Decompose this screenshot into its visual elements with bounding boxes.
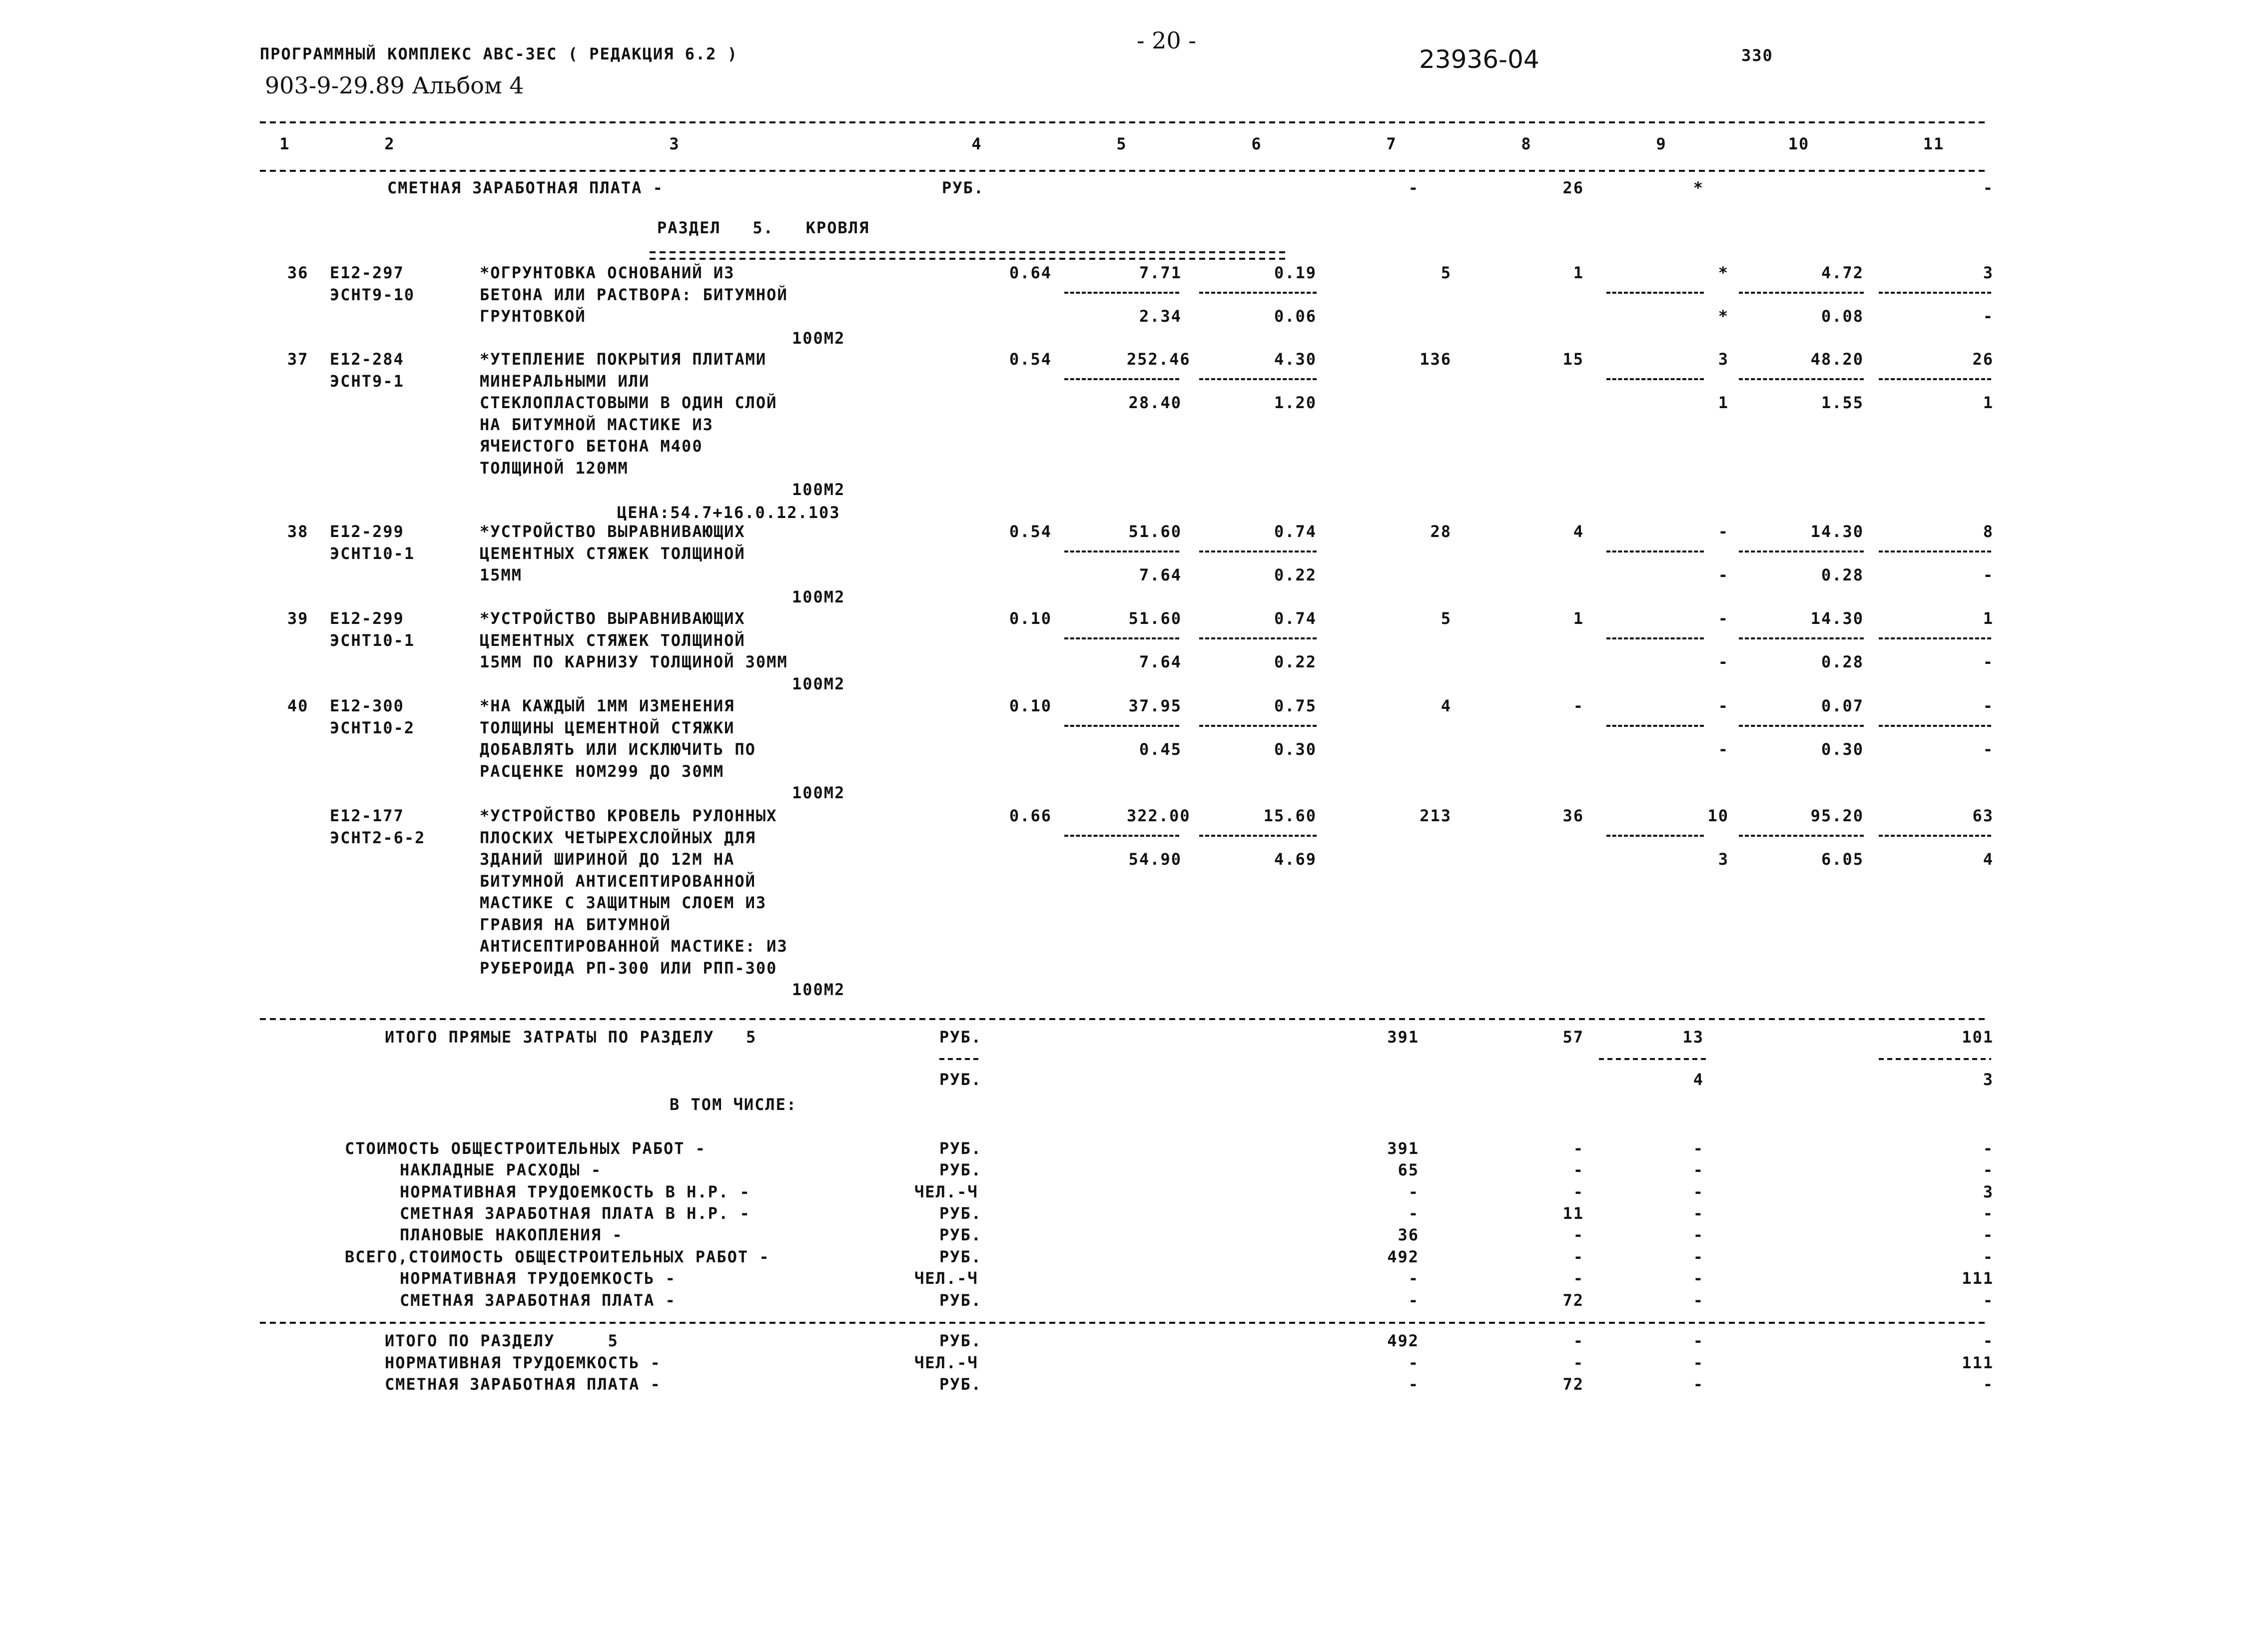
cell-labor: 0.07 [1821,696,1864,715]
summary-unit: ЧЕЛ.-Ч [914,1269,978,1288]
cell-labor-total-2: 4 [1983,850,1994,869]
cell-unit-wage: 0.74 [1274,609,1317,628]
cell-total-cost: 136 [1420,350,1452,369]
row-description-line: БИТУМНОЙ АНТИСЕПТИРОВАННОЙ [480,871,756,891]
summary-c9: - [1693,1160,1704,1179]
row-code: Е12-300 [330,696,404,715]
cell-labor-2: 0.28 [1821,565,1864,584]
row-description-line: ГРАВИЯ НА БИТУМНОЙ [480,915,671,934]
including-label: В ТОМ ЧИСЛЕ: [670,1095,797,1114]
cell-unit-wage: 0.19 [1274,263,1317,282]
page-number: - 20 - [1137,27,1196,54]
row-code-2: ЭСНТ2-6-2 [330,828,426,847]
cell-labor-2: 0.08 [1821,307,1864,326]
row-code-2: ЭСНТ10-2 [330,718,415,737]
cell-unit-cost: 252.46 [1127,350,1191,369]
section-total-c8: - [1573,1353,1584,1372]
summary-label: НАКЛАДНЫЕ РАСХОДЫ - [400,1160,602,1179]
col-header-8: 8 [1521,134,1532,153]
section-total-c8: - [1573,1331,1584,1350]
col-header-7: 7 [1386,134,1397,153]
section-total-unit: ЧЕЛ.-Ч [914,1353,978,1372]
section-total-c11: - [1983,1375,1994,1394]
document-number: 23936-04 [1419,45,1539,74]
section-total-unit: РУБ. [939,1375,982,1394]
cell-labor-2: 0.30 [1821,740,1864,759]
row-description-line: *УСТРОЙСТВО ВЫРАВНИВАЮЩИХ [480,609,746,628]
row-description-line: *УТЕПЛЕНИЕ ПОКРЫТИЯ ПЛИТАМИ [480,350,767,369]
row-description-line: ЦЕМЕНТНЫХ СТЯЖЕК ТОЛЩИНОЙ [480,630,746,650]
total-direct-label: ИТОГО ПРЯМЫЕ ЗАТРАТЫ ПО РАЗДЕЛУ 5 [385,1028,757,1047]
cell-unit-machine-wage: 4.69 [1274,850,1317,869]
cell-machine-2: - [1718,652,1729,671]
summary-c9: - [1693,1291,1704,1310]
summary-c7: 36 [1398,1225,1419,1244]
prev-salary-unit: РУБ. [942,178,985,197]
total-direct-c11: 101 [1962,1028,1994,1047]
cell-unit-cost: 51.60 [1128,522,1182,541]
summary-c11: - [1983,1247,1994,1266]
row-description-line: БЕТОНА ИЛИ РАСТВОРА: БИТУМНОЙ [480,285,788,304]
cell-labor: 48.20 [1810,350,1864,369]
summary-unit: РУБ. [939,1225,982,1244]
cell-labor-total: - [1983,696,1994,715]
row-description-line: ТОЛЩИНЫ ЦЕМЕНТНОЙ СТЯЖКИ [480,718,735,737]
cell-labor-2: 0.28 [1821,652,1864,671]
col-header-1: 1 [279,134,290,153]
row-number: 38 [287,522,309,541]
row-description-line: ЯЧЕИСТОГО БЕТОНА М400 [480,437,703,456]
summary-c7: - [1408,1269,1419,1288]
cell-unit-wage: 4.30 [1274,350,1317,369]
row-description-line: ЦЕМЕНТНЫХ СТЯЖЕК ТОЛЩИНОЙ [480,544,746,563]
total-direct-c7: 391 [1387,1028,1419,1047]
price-note: ЦЕНА:54.7+16.0.12.103 [617,503,840,522]
row-description-line: РАСЦЕНКЕ НОМ299 ДО 30ММ [480,761,725,781]
cell-total-wage: - [1573,696,1584,715]
cell-unit-machine-wage: 0.06 [1274,307,1317,326]
cell-labor-total: 3 [1983,263,1994,282]
summary-c9: - [1693,1139,1704,1158]
summary-c7: 492 [1387,1247,1419,1266]
cell-total-cost: 28 [1430,522,1452,541]
summary-c8: - [1573,1139,1584,1158]
row-unit: 100М2 [792,674,845,693]
cell-machine: 3 [1718,350,1729,369]
cell-unit-machine-wage: 0.30 [1274,740,1317,759]
row-description-line: АНТИСЕПТИРОВАННОЙ МАСТИКЕ: ИЗ [480,937,788,956]
row-description-line: НА БИТУМНОЙ МАСТИКЕ ИЗ [480,415,714,434]
summary-c8: - [1573,1160,1584,1179]
cell-machine-2: - [1718,565,1729,584]
cell-machine: - [1718,522,1729,541]
cell-unit-machine: 2.34 [1139,307,1182,326]
cell-total-cost: 213 [1420,806,1452,825]
cell-machine: - [1718,609,1729,628]
summary-c9: - [1693,1182,1704,1201]
summary-c7: - [1408,1291,1419,1310]
cell-machine: - [1718,696,1729,715]
row-number: 37 [287,350,309,369]
cell-labor-total-2: - [1983,565,1994,584]
summary-label: ПЛАНОВЫЕ НАКОПЛЕНИЯ - [400,1225,623,1244]
summary-label: НОРМАТИВНАЯ ТРУДОЕМКОСТЬ В Н.Р. - [400,1182,750,1201]
summary-unit: РУБ. [939,1247,982,1266]
total-direct-unit2: РУБ. [939,1070,982,1089]
cell-labor-total: 63 [1972,806,1994,825]
cell-labor-total-2: - [1983,652,1994,671]
section-total-label: СМЕТНАЯ ЗАРАБОТНАЯ ПЛАТА - [385,1375,661,1394]
cell-unit-wage: 0.75 [1274,696,1317,715]
summary-unit: ЧЕЛ.-Ч [914,1182,978,1201]
cell-unit-cost: 51.60 [1128,609,1182,628]
project-line: 903-9-29.89 Альбом 4 [265,72,524,99]
cell-quantity: 0.64 [1009,263,1052,282]
summary-unit: РУБ. [939,1204,982,1223]
summary-c11: - [1983,1139,1994,1158]
cell-unit-machine: 7.64 [1139,652,1182,671]
cell-unit-cost: 322.00 [1127,806,1191,825]
row-code-2: ЭСНТ9-10 [330,285,415,304]
col-header-10: 10 [1788,134,1810,153]
section-total-c8: 72 [1562,1375,1584,1394]
row-description-line: 15ММ [480,565,523,584]
prev-salary-label: СМЕТНАЯ ЗАРАБОТНАЯ ПЛАТА - [387,178,664,197]
section-total-c11: - [1983,1331,1994,1350]
row-description-line: ПЛОСКИХ ЧЕТЫРЕХСЛОЙНЫХ ДЛЯ [480,828,756,847]
cell-quantity: 0.66 [1009,806,1052,825]
col-header-2: 2 [384,134,395,153]
section-total-c9: - [1693,1353,1704,1372]
total-direct-c9b: 4 [1693,1070,1704,1089]
summary-unit: РУБ. [939,1291,982,1310]
summary-label: ВСЕГО,СТОИМОСТЬ ОБЩЕСТРОИТЕЛЬНЫХ РАБОТ - [345,1247,770,1266]
cell-unit-wage: 0.74 [1274,522,1317,541]
cell-labor-total: 26 [1972,350,1994,369]
summary-c11: - [1983,1204,1994,1223]
cell-total-wage: 36 [1562,806,1584,825]
row-code: Е12-299 [330,522,404,541]
cell-quantity: 0.54 [1009,350,1052,369]
cell-total-wage: 15 [1562,350,1584,369]
cell-labor-total-2: - [1983,740,1994,759]
summary-c7: - [1408,1182,1419,1201]
row-description-line: ЗДАНИЙ ШИРИНОЙ ДО 12М НА [480,850,735,869]
summary-unit: РУБ. [939,1139,982,1158]
cell-unit-machine-wage: 1.20 [1274,393,1317,412]
row-description-line: МАСТИКЕ С ЗАЩИТНЫМ СЛОЕМ ИЗ [480,893,767,912]
row-description-line: *УСТРОЙСТВО КРОВЕЛЬ РУЛОННЫХ [480,806,777,825]
prev-salary-c11: - [1983,178,1994,197]
summary-c9: - [1693,1204,1704,1223]
row-description-line: СТЕКЛОПЛАСТОВЫМИ В ОДИН СЛОЙ [480,393,777,412]
row-code-2: ЭСНТ9-1 [330,371,404,391]
prev-salary-c9: * [1693,178,1704,197]
cell-unit-machine-wage: 0.22 [1274,652,1317,671]
cell-labor-total-2: - [1983,307,1994,326]
program-line: ПРОГРАММНЫЙ КОМПЛЕКС АВС-ЗЕС ( РЕДАКЦИЯ 6.2 ) [260,44,738,63]
row-description-line: РУБЕРОИДА РП-300 ИЛИ РПП-300 [480,958,777,978]
prev-salary-c8: 26 [1562,178,1584,197]
cell-unit-machine: 54.90 [1128,850,1182,869]
summary-c8: - [1573,1247,1584,1266]
cell-labor-total-2: 1 [1983,393,1994,412]
summary-c9: - [1693,1269,1704,1288]
row-code: Е12-297 [330,263,404,282]
summary-c11: - [1983,1291,1994,1310]
summary-c7: 65 [1398,1160,1419,1179]
summary-unit: РУБ. [939,1160,982,1179]
col-header-11: 11 [1923,134,1945,153]
cell-machine-2: * [1718,307,1729,326]
total-direct-c11b: 3 [1983,1070,1994,1089]
row-description-line: *ОГРУНТОВКА ОСНОВАНИЙ ИЗ [480,263,735,282]
cell-total-cost: 5 [1441,263,1452,282]
summary-c7: 391 [1387,1139,1419,1158]
row-unit: 100М2 [792,980,845,999]
cell-unit-machine: 28.40 [1128,393,1182,412]
cell-total-wage: 4 [1573,522,1584,541]
summary-c9: - [1693,1247,1704,1266]
row-description-line: ДОБАВЛЯТЬ ИЛИ ИСКЛЮЧИТЬ ПО [480,740,756,759]
cell-unit-cost: 7.71 [1139,263,1182,282]
cell-unit-machine-wage: 0.22 [1274,565,1317,584]
summary-c8: 11 [1562,1204,1584,1223]
cell-quantity: 0.10 [1009,696,1052,715]
total-direct-unit: РУБ. [939,1028,982,1047]
col-header-3: 3 [669,134,680,153]
section-total-c7: - [1408,1353,1419,1372]
row-unit: 100М2 [792,783,845,802]
row-unit: 100М2 [792,328,845,348]
cell-machine-2: 1 [1718,393,1729,412]
section-total-c7: - [1408,1375,1419,1394]
row-code: Е12-284 [330,350,404,369]
cell-total-wage: 1 [1573,609,1584,628]
cell-total-cost: 4 [1441,696,1452,715]
row-number: 36 [287,263,309,282]
row-code-2: ЭСНТ10-1 [330,630,415,650]
row-description-line: МИНЕРАЛЬНЫМИ ИЛИ [480,371,650,391]
section-total-c9: - [1693,1375,1704,1394]
row-description-line: 15ММ ПО КАРНИЗУ ТОЛЩИНОЙ 30ММ [480,652,788,671]
cell-total-cost: 5 [1441,609,1452,628]
col-header-5: 5 [1116,134,1127,153]
section-title: РАЗДЕЛ 5. КРОВЛЯ [657,218,870,237]
section-total-c9: - [1693,1331,1704,1350]
cell-labor-total: 8 [1983,522,1994,541]
cell-labor-total: 1 [1983,609,1994,628]
summary-c11: 3 [1983,1182,1994,1201]
cell-machine: 10 [1707,806,1729,825]
row-description-line: *НА КАЖДЫЙ 1ММ ИЗМЕНЕНИЯ [480,696,735,715]
summary-c11: 111 [1962,1269,1994,1288]
total-direct-c8: 57 [1562,1028,1584,1047]
cell-unit-cost: 37.95 [1128,696,1182,715]
row-description-line: ТОЛЩИНОЙ 120ММ [480,458,629,478]
cell-machine-2: - [1718,740,1729,759]
summary-c8: - [1573,1182,1584,1201]
section-total-c11: 111 [1962,1353,1994,1372]
summary-label: СТОИМОСТЬ ОБЩЕСТРОИТЕЛЬНЫХ РАБОТ - [345,1139,707,1158]
row-unit: 100М2 [792,480,845,499]
row-description-line: *УСТРОЙСТВО ВЫРАВНИВАЮЩИХ [480,522,746,541]
row-description-line: ГРУНТОВКОЙ [480,307,586,326]
summary-c8: - [1573,1269,1584,1288]
row-number: 40 [287,696,309,715]
col-header-4: 4 [971,134,982,153]
cell-labor-2: 1.55 [1821,393,1864,412]
cell-total-wage: 1 [1573,263,1584,282]
cell-labor: 14.30 [1810,609,1864,628]
summary-c8: - [1573,1225,1584,1244]
sheet-code: 330 [1741,46,1773,65]
cell-labor-2: 6.05 [1821,850,1864,869]
cell-quantity: 0.10 [1009,609,1052,628]
total-direct-c9: 13 [1682,1028,1704,1047]
row-code: Е12-177 [330,806,404,825]
row-code: Е12-299 [330,609,404,628]
cell-labor: 14.30 [1810,522,1864,541]
row-code-2: ЭСНТ10-1 [330,544,415,563]
cell-unit-machine: 0.45 [1139,740,1182,759]
summary-label: СМЕТНАЯ ЗАРАБОТНАЯ ПЛАТА В Н.Р. - [400,1204,750,1223]
section-total-unit: РУБ. [939,1331,982,1350]
row-unit: 100М2 [792,587,845,606]
cell-unit-wage: 15.60 [1263,806,1317,825]
prev-salary-c7: - [1408,178,1419,197]
summary-c7: - [1408,1204,1419,1223]
section-total-label: ИТОГО ПО РАЗДЕЛУ 5 [385,1331,619,1350]
cell-machine: * [1718,263,1729,282]
summary-c11: - [1983,1225,1994,1244]
section-total-c7: 492 [1387,1331,1419,1350]
cell-quantity: 0.54 [1009,522,1052,541]
cell-labor: 95.20 [1810,806,1864,825]
cell-unit-machine: 7.64 [1139,565,1182,584]
summary-label: СМЕТНАЯ ЗАРАБОТНАЯ ПЛАТА - [400,1291,676,1310]
summary-c11: - [1983,1160,1994,1179]
col-header-9: 9 [1656,134,1667,153]
col-header-6: 6 [1251,134,1262,153]
cell-machine-2: 3 [1718,850,1729,869]
summary-c8: 72 [1562,1291,1584,1310]
row-number: 39 [287,609,309,628]
section-total-label: НОРМАТИВНАЯ ТРУДОЕМКОСТЬ - [385,1353,661,1372]
cell-labor: 4.72 [1821,263,1864,282]
summary-label: НОРМАТИВНАЯ ТРУДОЕМКОСТЬ - [400,1269,676,1288]
summary-c9: - [1693,1225,1704,1244]
